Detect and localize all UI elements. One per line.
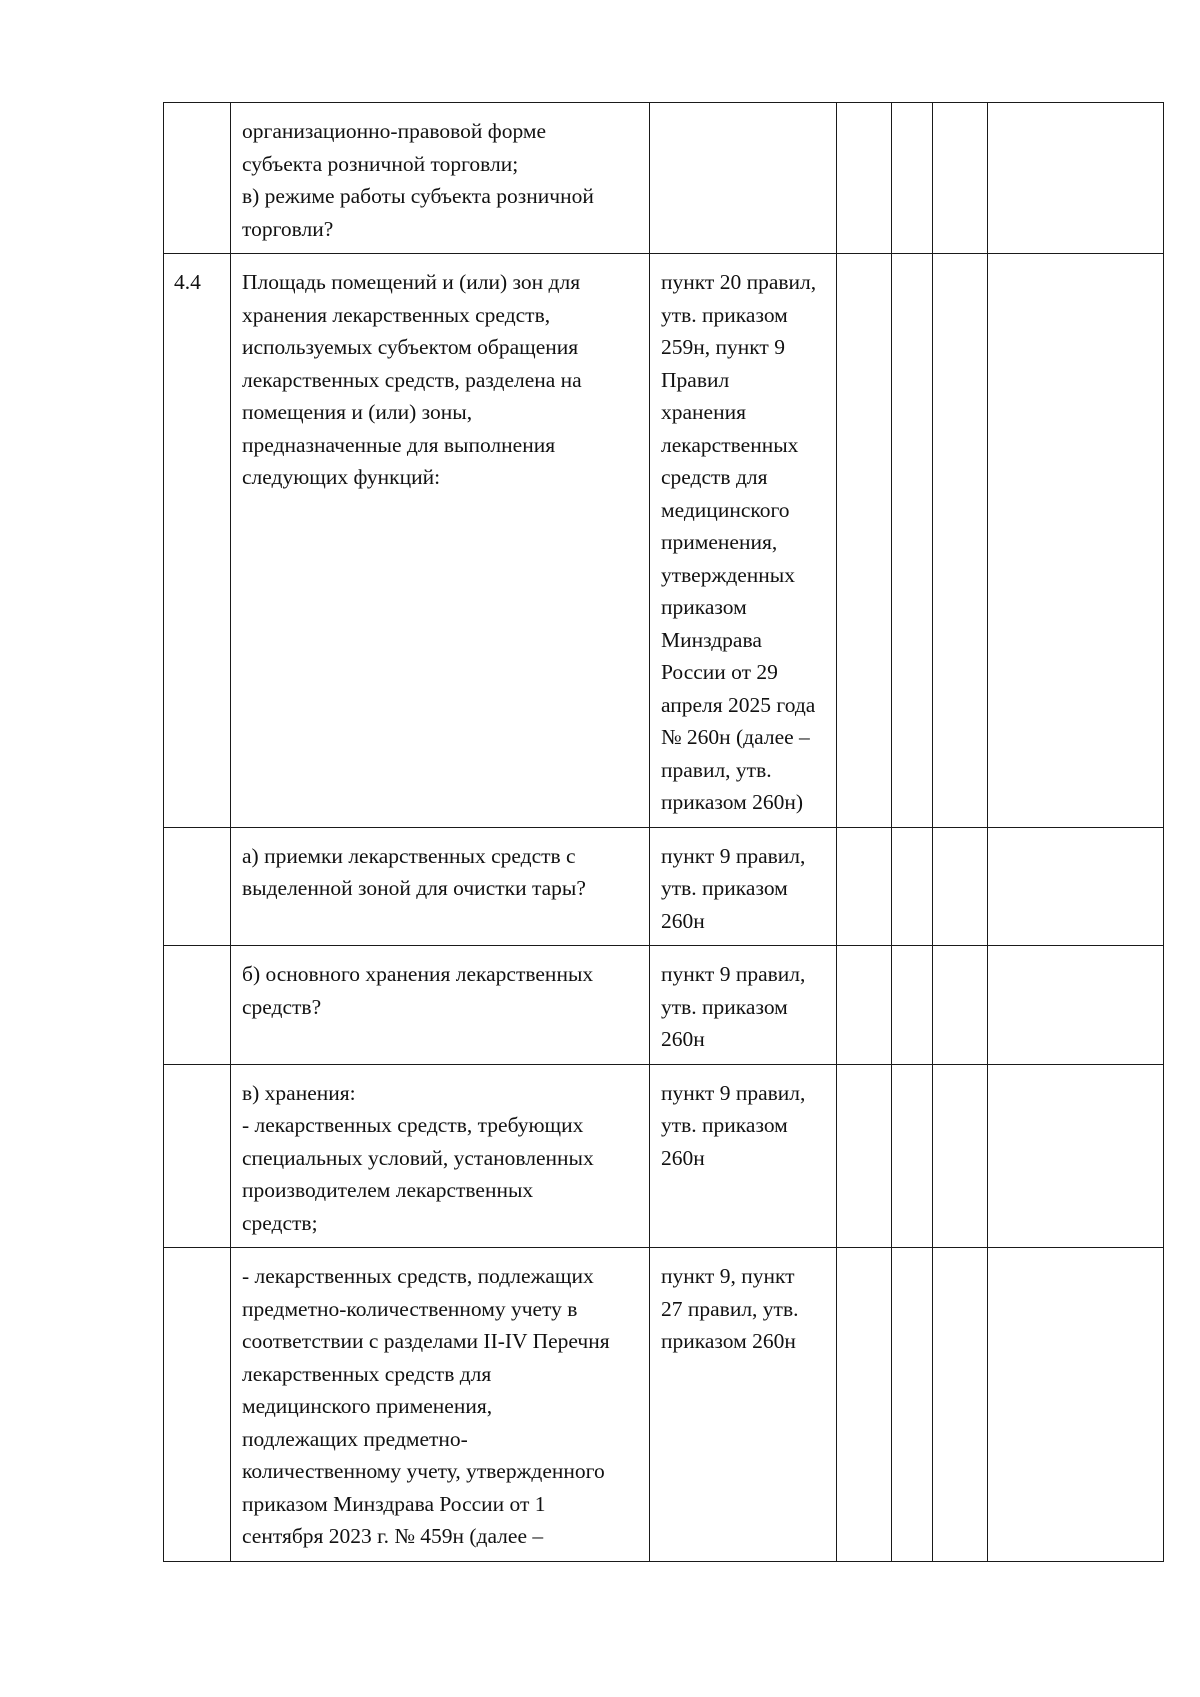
- requirement-line: подлежащих предметно-: [242, 1426, 468, 1451]
- reference-line: 27 правил, утв.: [661, 1296, 799, 1321]
- requirement-line: в) хранения:: [242, 1080, 356, 1105]
- requirement-line: выделенной зоной для очистки тары?: [242, 876, 586, 900]
- requirement-line: субъекта розничной торговли;: [242, 151, 519, 176]
- requirement-line: - лекарственных средств, подлежащих: [242, 1264, 594, 1288]
- row-number-cell: [164, 946, 231, 1065]
- requirement-line: предназначенные для выполнения: [242, 432, 556, 457]
- reference-line: лекарственных: [661, 432, 799, 457]
- checkbox-cell-na[interactable]: [933, 103, 988, 254]
- notes-cell[interactable]: [988, 946, 1164, 1065]
- checkbox-cell-na[interactable]: [933, 1064, 988, 1248]
- table-row: [164, 254, 1164, 828]
- checkbox-cell-na[interactable]: [933, 946, 988, 1065]
- table-row: [164, 1248, 1164, 1562]
- reference-cell: [650, 1248, 837, 1562]
- notes-cell[interactable]: [988, 1248, 1164, 1562]
- reference-line: средств для: [661, 465, 768, 489]
- reference-cell: [650, 254, 837, 828]
- requirement-line: медицинского применения,: [242, 1394, 493, 1418]
- reference-line: № 260н (далее –: [661, 725, 810, 749]
- requirement-line: сентября 2023 г. № 459н (далее –: [242, 1524, 544, 1548]
- row-number-cell: [164, 1064, 231, 1248]
- reference-cell: [650, 827, 837, 946]
- checkbox-cell-yes[interactable]: [837, 1064, 892, 1248]
- checklist-table: [163, 102, 1164, 1562]
- checkbox-cell-no[interactable]: [892, 827, 933, 946]
- requirement-line: приказом Минздрава России от 1: [242, 1491, 546, 1516]
- reference-line: утв. приказом: [661, 994, 788, 1019]
- reference-line: применения,: [661, 530, 778, 554]
- checkbox-cell-yes[interactable]: [837, 254, 892, 828]
- requirement-line: соответствии с разделами II-IV Перечня: [242, 1329, 610, 1353]
- reference-line: утвержденных: [661, 562, 796, 587]
- row-number: 4.4: [174, 270, 201, 294]
- requirement-line: лекарственных средств для: [242, 1361, 492, 1386]
- reference-line: России от 29: [661, 660, 778, 684]
- row-number-cell: [164, 103, 231, 254]
- reference-line: пункт 9 правил,: [661, 843, 806, 868]
- requirement-line: специальных условий, установленных: [242, 1145, 594, 1170]
- reference-line: приказом: [661, 595, 747, 619]
- notes-cell[interactable]: [988, 103, 1164, 254]
- checkbox-cell-no[interactable]: [892, 1064, 933, 1248]
- requirement-cell: [231, 254, 650, 828]
- table-row: [164, 946, 1164, 1065]
- checkbox-cell-no[interactable]: [892, 1248, 933, 1562]
- requirement-cell: [231, 1064, 650, 1248]
- requirement-line: в) режиме работы субъекта розничной: [242, 184, 594, 208]
- requirement-cell: [231, 827, 650, 946]
- requirement-line: а) приемки лекарственных средств с: [242, 843, 576, 868]
- reference-line: правил, утв.: [661, 757, 772, 782]
- reference-cell: [650, 103, 837, 254]
- checkbox-cell-yes[interactable]: [837, 946, 892, 1065]
- reference-line: 260н: [661, 1027, 705, 1051]
- reference-line: Минздрава: [661, 627, 762, 652]
- checkbox-cell-na[interactable]: [933, 254, 988, 828]
- requirement-line: используемых субъектом обращения: [242, 335, 579, 359]
- table-row: [164, 1064, 1164, 1248]
- requirement-line: хранения лекарственных средств,: [242, 302, 551, 327]
- checkbox-cell-no[interactable]: [892, 103, 933, 254]
- requirement-line: Площадь помещений и (или) зон для: [242, 270, 581, 294]
- reference-line: апреля 2025 года: [661, 692, 816, 717]
- requirement-line: торговли?: [242, 216, 334, 241]
- requirement-line: следующих функций:: [242, 465, 441, 489]
- reference-line: приказом 260н): [661, 790, 804, 814]
- row-number-cell: [164, 827, 231, 946]
- checkbox-cell-no[interactable]: [892, 254, 933, 828]
- checkbox-cell-yes[interactable]: [837, 827, 892, 946]
- requirement-cell: [231, 1248, 650, 1562]
- reference-line: 259н, пункт 9: [661, 335, 785, 359]
- notes-cell[interactable]: [988, 254, 1164, 828]
- reference-line: утв. приказом: [661, 1113, 788, 1137]
- reference-line: хранения: [661, 400, 746, 424]
- reference-cell: [650, 946, 837, 1065]
- reference-line: утв. приказом: [661, 302, 788, 327]
- requirement-line: производителем лекарственных: [242, 1178, 534, 1202]
- requirement-cell: [231, 103, 650, 254]
- reference-cell: [650, 1064, 837, 1248]
- requirement-cell: [231, 946, 650, 1065]
- requirement-line: средств?: [242, 994, 322, 1019]
- table-row: [164, 827, 1164, 946]
- reference-line: приказом 260н: [661, 1329, 796, 1353]
- reference-line: 260н: [661, 908, 705, 933]
- requirement-line: организационно-правовой форме: [242, 119, 547, 143]
- table-row: [164, 103, 1164, 254]
- reference-line: медицинского: [661, 497, 790, 522]
- reference-line: утв. приказом: [661, 876, 788, 900]
- requirement-line: предметно-количественному учету в: [242, 1296, 578, 1321]
- requirement-line: лекарственных средств, разделена на: [242, 367, 582, 392]
- reference-line: пункт 9 правил,: [661, 1080, 806, 1105]
- checkbox-cell-na[interactable]: [933, 827, 988, 946]
- notes-cell[interactable]: [988, 1064, 1164, 1248]
- requirement-line: - лекарственных средств, требующих: [242, 1113, 584, 1137]
- checkbox-cell-yes[interactable]: [837, 1248, 892, 1562]
- requirement-line: средств;: [242, 1210, 318, 1235]
- reference-line: пункт 9, пункт: [661, 1264, 795, 1288]
- reference-line: пункт 9 правил,: [661, 962, 806, 986]
- row-number-cell: [164, 254, 231, 828]
- requirement-line: помещения и (или) зоны,: [242, 400, 473, 424]
- checkbox-cell-yes[interactable]: [837, 103, 892, 254]
- reference-line: Правил: [661, 367, 730, 392]
- reference-line: пункт 20 правил,: [661, 270, 817, 294]
- notes-cell[interactable]: [988, 827, 1164, 946]
- checkbox-cell-na[interactable]: [933, 1248, 988, 1562]
- requirement-line: количественному учету, утвержденного: [242, 1459, 605, 1483]
- reference-line: 260н: [661, 1145, 705, 1170]
- checkbox-cell-no[interactable]: [892, 946, 933, 1065]
- table-body: [164, 103, 1164, 1562]
- row-number-cell: [164, 1248, 231, 1562]
- requirement-line: б) основного хранения лекарственных: [242, 962, 594, 986]
